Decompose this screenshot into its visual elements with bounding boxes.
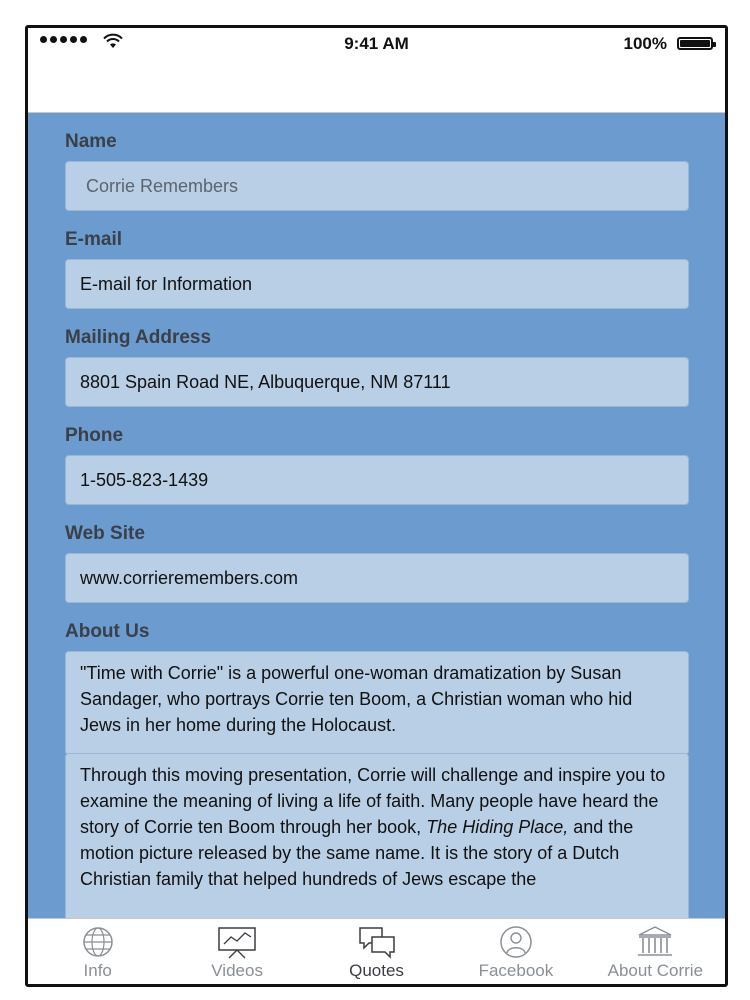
tab-info[interactable]	[28, 919, 167, 985]
contact-form	[28, 113, 725, 918]
website-label: Web Site	[65, 523, 145, 544]
tab-about-corrie[interactable]	[586, 919, 725, 985]
about-description-part2: and the motion picture released by the same name. It is the story of a Dutch Christian family that helped hundreds of Jews escape the	[80, 817, 634, 889]
tab-quotes-label: Quotes	[349, 961, 404, 980]
website-field[interactable]: www.corrieremembers.com	[65, 553, 689, 603]
phone-label: Phone	[65, 425, 124, 446]
book-title: The Hiding Place,	[426, 817, 569, 837]
navigation-bar	[28, 60, 725, 113]
mailing-address-label: Mailing Address	[65, 327, 212, 348]
presentation-icon	[215, 925, 259, 959]
battery-percentage: 100%	[623, 34, 667, 53]
status-time: 9:41 AM	[344, 34, 409, 53]
tab-bar	[28, 918, 725, 985]
tab-videos-label: Videos	[211, 961, 263, 980]
name-field[interactable]: Corrie Remembers	[65, 161, 689, 211]
tab-quotes[interactable]	[307, 919, 446, 985]
battery-icon	[677, 37, 713, 50]
phone-field[interactable]: 1-505-823-1439	[65, 455, 689, 505]
about-description-part1: Through this moving presentation, Corrie will challenge and inspire you to examine the meaning of living a life of faith. Many people have heard the story of Corrie ten Boom through her book,	[80, 765, 666, 837]
email-field[interactable]: E-mail for Information	[65, 259, 689, 309]
tab-info-label: Info	[83, 961, 112, 980]
about-us-description	[65, 753, 689, 918]
email-label: E-mail	[65, 229, 123, 250]
tab-facebook-label: Facebook	[478, 961, 554, 980]
globe-icon	[76, 925, 120, 959]
about-us-label: About Us	[65, 621, 150, 642]
person-circle-icon	[494, 925, 538, 959]
about-us-intro: "Time with Corrie" is a powerful one-woman dramatization by Susan Sandager, who portrays Corrie ten Boom, a Christian woman who hid Jews in her home during the Holocaust.	[65, 651, 689, 755]
tab-about-corrie-label: About Corrie	[607, 961, 704, 980]
device-frame	[25, 25, 728, 987]
tab-facebook[interactable]	[446, 919, 585, 985]
tab-videos[interactable]	[167, 919, 306, 985]
speech-bubbles-icon	[355, 925, 399, 959]
status-bar	[28, 28, 725, 60]
name-label: Name	[65, 131, 117, 152]
mailing-address-field[interactable]: 8801 Spain Road NE, Albuquerque, NM 87111	[65, 357, 689, 407]
building-icon	[633, 925, 677, 959]
